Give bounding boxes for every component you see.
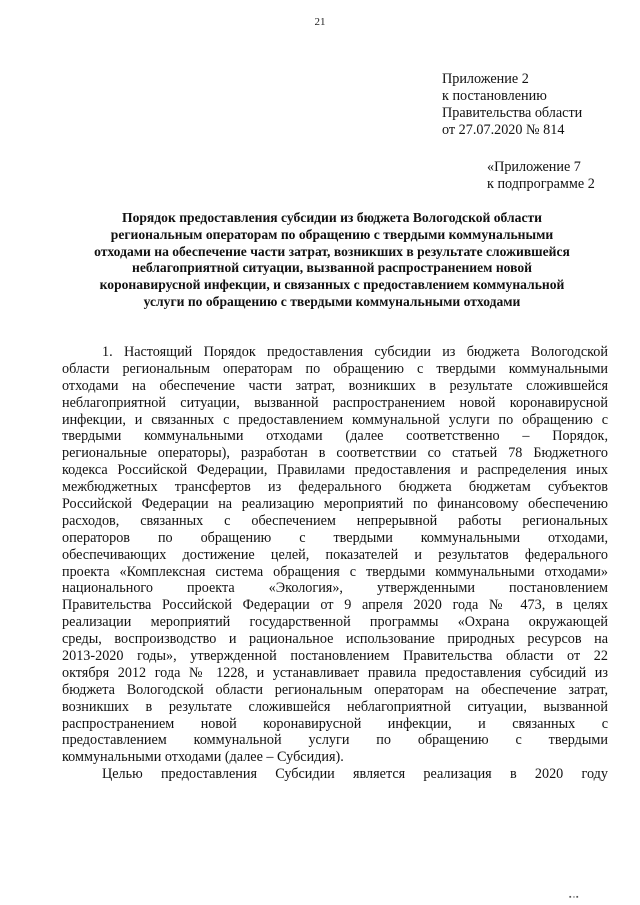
body-line: 1. Настоящий Порядок предоставления субсидии из бюджета Вологодской xyxy=(102,344,608,360)
body-line: национального проекта «Экология», утвержденными постановлением xyxy=(62,580,608,597)
appendix-line: Приложение 2 xyxy=(442,71,529,87)
body-line: октября 2012 года № 1228, и устанавливает правила предоставления субсидий из xyxy=(62,664,608,681)
body-line: Правительства Российской Федерации от 9 апреля 2020 года № 473, в целях xyxy=(62,597,608,614)
title-line: отходами на обеспечение части затрат, возникших в результате сложившейся xyxy=(94,243,570,259)
body-line: 2013-2020 годы», утвержденной постановлением Правительства области от 22 xyxy=(62,648,608,665)
scan-mark: ▪▫▪ xyxy=(569,893,580,901)
body-line: предоставлением коммунальной услуги по обращению с твердыми xyxy=(62,732,608,749)
title-line: неблагоприятной ситуации, вызванной распространением новой xyxy=(131,260,533,276)
quote-appendix-line: к подпрограмме 2 xyxy=(487,176,595,192)
appendix-line: к постановлению xyxy=(442,88,547,104)
body-line: возникших в результате сложившейся неблагоприятной ситуации, вызванной xyxy=(62,698,608,715)
body-line: проекта «Комплексная система обращения с твердыми коммунальными отходами» xyxy=(62,563,608,580)
appendix-line: Правительства области xyxy=(442,105,583,121)
body-line: кодекса Российской Федерации, Правилами предоставления и распределения иных xyxy=(62,462,608,479)
body-line: неблагоприятной ситуации, вызванной распространением новой коронавирусной xyxy=(62,394,608,411)
body-line: области региональным операторам по обращению с твердыми коммунальными xyxy=(62,360,608,377)
body-line: коммунальными отходами (далее – Субсидия). xyxy=(62,749,344,766)
body-line: распространением новой коронавирусной инфекции, и связанных с xyxy=(62,715,608,732)
title-line: региональным операторам по обращению с твердыми коммунальными xyxy=(110,226,554,242)
page-number: 21 xyxy=(314,16,326,28)
quote-appendix-line: «Приложение 7 xyxy=(487,159,581,175)
body-line: Целью предоставления Субсидии является реализация в 2020 году xyxy=(102,766,608,783)
subprogram-appendix-reference xyxy=(487,159,595,193)
body-line: твердыми коммунальными отходами (далее соответственно – Порядок, xyxy=(62,428,608,445)
body-line: отходами на обеспечение части затрат, возникших в результате сложившейся xyxy=(62,377,608,394)
title-line: услуги по обращению с твердыми коммунальными отходами xyxy=(143,293,521,309)
appendix-line: от 27.07.2020 № 814 xyxy=(442,122,565,138)
body-line: региональные операторы), разработан в соответствии со статьей 78 Бюджетного xyxy=(62,445,608,462)
body-line: расходов, связанных с обеспечением непрерывной работы региональных xyxy=(62,512,608,529)
body-line: реализации мероприятий государственной программы «Охрана окружающей xyxy=(62,614,608,631)
body-line: обеспечивающих достижение целей, показателей и результатов федерального xyxy=(62,546,608,563)
body-line: среды, воспроизводство и рациональное использование природных ресурсов на xyxy=(62,631,608,648)
body-line: инфекции, и связанных с предоставлением коммунальной услуги по обращению с xyxy=(62,411,608,428)
title-line: коронавирусной инфекции, и связанных с предоставлением коммунальной xyxy=(99,277,565,293)
body-line: бюджета Вологодской области региональным операторам на обеспечение затрат, xyxy=(62,681,608,698)
document-title xyxy=(62,210,602,311)
body-text xyxy=(62,344,608,783)
appendix-reference xyxy=(442,71,582,139)
body-line: межбюджетных трансфертов из федерального бюджета бюджетам субъектов xyxy=(62,479,608,496)
title-line: Порядок предоставления субсидии из бюджета Вологодской области xyxy=(122,210,542,225)
body-line: Российской Федерации на реализацию мероприятий по финансовому обеспечению xyxy=(62,496,608,513)
body-line: операторов по обращению с твердыми коммунальными отходами, xyxy=(62,529,608,546)
